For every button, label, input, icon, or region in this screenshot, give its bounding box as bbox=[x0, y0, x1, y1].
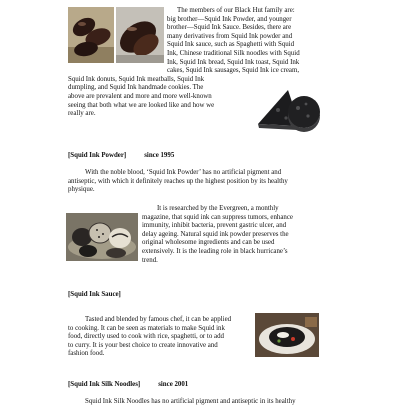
intro-line: above are prevalent and more and more well-known bbox=[68, 93, 212, 100]
sauce-para-line: food, directly used to cook with rice, spaghetti, or to add bbox=[68, 333, 224, 341]
noodles-para-line: Squid Ink Silk Noodles has no artificial pigment and antiseptic in its healthy bbox=[85, 398, 296, 405]
since-date: since 1995 bbox=[144, 152, 175, 159]
sauce-para-line: Tasted and blended by famous chef, it can be applied bbox=[85, 316, 232, 323]
powder-para2-line: original wholesome ingredients and can be used bbox=[142, 239, 275, 247]
powder-para-line: antiseptic, with which it definitely reaches up the highest position by its healthy bbox=[68, 177, 288, 185]
powder-para-line: physique. bbox=[68, 186, 95, 194]
section-heading-noodles bbox=[68, 381, 188, 390]
intro-line: Ink, Chinese traditional Silk noodles with Squid bbox=[167, 50, 300, 57]
section-heading-powder bbox=[68, 152, 174, 161]
intro-line: Squid Ink sauce, such as Spaghetti with Squid bbox=[167, 41, 295, 49]
intro-line: cakes, Squid Ink sausages, Squid Ink ice cream, bbox=[167, 67, 300, 75]
sauce-para-line: fashion food. bbox=[68, 350, 105, 358]
grilled-sausage-photo bbox=[116, 7, 164, 63]
since-date: since 2001 bbox=[158, 381, 189, 388]
powder-para2-line: delay ageing. Natural squid ink powder preserves the bbox=[142, 230, 289, 238]
intro-line: The members of our Black Hut family are: bbox=[177, 7, 295, 14]
heading-text: [Squid Ink Powder] bbox=[68, 152, 127, 159]
powder-para2-line: immunity, inhibit bacteria, prevent gastric ulcer, and bbox=[142, 222, 287, 230]
powder-para-line: With the noble blood, ‘Squid Ink Powder’ has no artificial pigment and bbox=[85, 169, 282, 176]
sauce-para-line: to cooking. It can be seen as materials to make Squid ink bbox=[68, 324, 225, 332]
intro-line: dumpling, and Squid Ink handmade cookies. The bbox=[68, 84, 204, 92]
squid-ink-dish-photo bbox=[255, 313, 319, 357]
intro-line: really are. bbox=[68, 110, 96, 118]
intro-line: brother—Squid Ink Sauce. Besides, there are bbox=[167, 24, 292, 32]
intro-line: many derivatives from Squid Ink powder and bbox=[167, 32, 293, 40]
intro-line: seeing that both what we are looked like and how we bbox=[68, 101, 215, 109]
sausage-photo bbox=[68, 7, 114, 63]
section-heading-sauce: [Squid Ink Sauce] bbox=[68, 291, 121, 298]
black-cake-photo bbox=[248, 80, 326, 138]
powder-para2-line: trend. bbox=[142, 256, 158, 264]
squid-ink-buns-photo bbox=[66, 213, 138, 261]
powder-para2-line: magazine, that squid ink can suppress tumors, enhance bbox=[142, 213, 293, 221]
powder-para2-line: extensively. It is the leading role in black hurricane’s bbox=[142, 248, 288, 255]
powder-para2-line: It is researched by the Evergreen, a monthly bbox=[157, 205, 279, 212]
sauce-para-line: to curry. It is your best choice to create innovative and bbox=[68, 341, 218, 349]
intro-line: big brother—Squid Ink Powder, and younger bbox=[167, 15, 292, 23]
intro-line: Ink, Squid Ink bread, Squid Ink toast, Squid Ink bbox=[167, 58, 300, 66]
heading-text: [Squid Ink Silk Noodles] bbox=[68, 381, 141, 388]
intro-line: Squid Ink donuts, Squid Ink meatballs, Squid Ink bbox=[68, 75, 205, 83]
